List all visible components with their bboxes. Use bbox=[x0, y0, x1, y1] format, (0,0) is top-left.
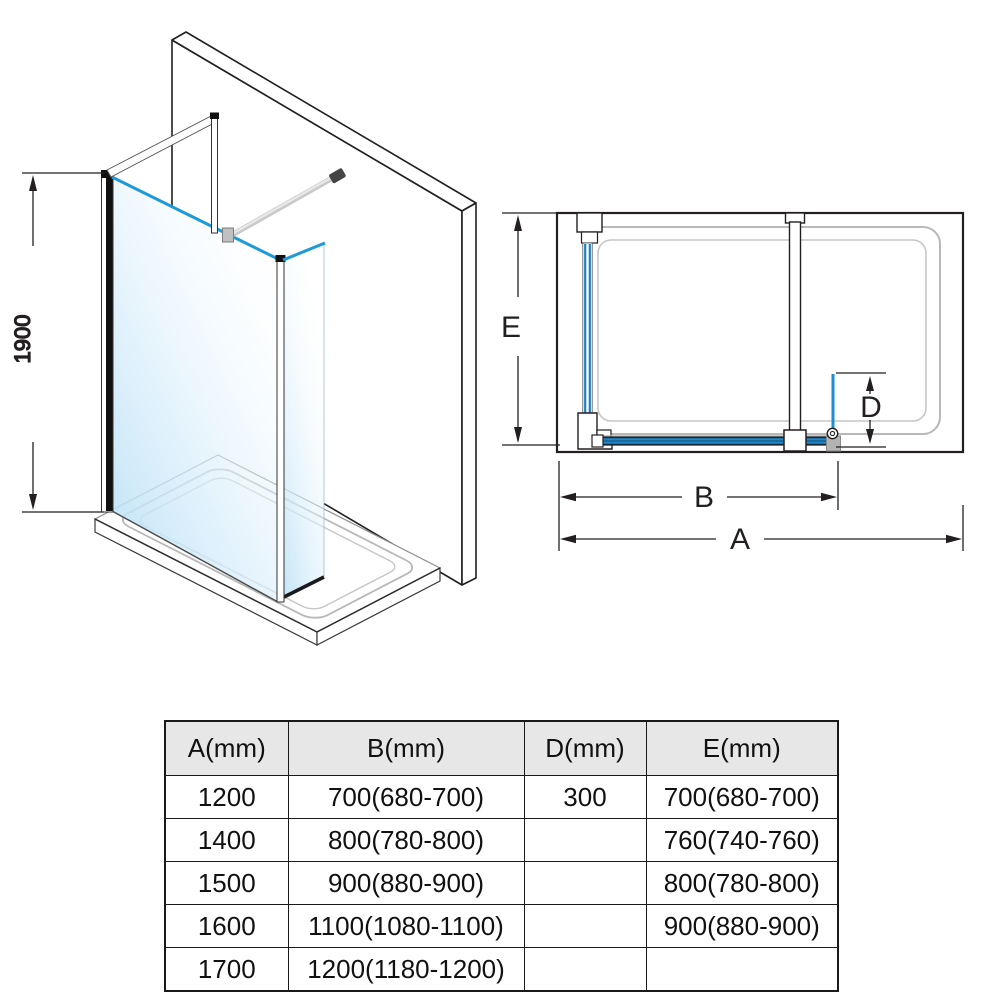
table-cell: 700(680-700) bbox=[646, 776, 838, 819]
table-cell: 1200(1180-1200) bbox=[288, 948, 524, 992]
plan-outer-wall bbox=[557, 213, 963, 452]
iso-view bbox=[10, 32, 476, 645]
table-row bbox=[165, 776, 838, 819]
table-cell: 700(680-700) bbox=[288, 776, 524, 819]
dim-d-label: D bbox=[860, 391, 882, 424]
table-cell: 1600 bbox=[165, 905, 288, 948]
table-cell: 300 bbox=[524, 776, 646, 819]
col-header-a: A(mm) bbox=[165, 721, 288, 776]
table-row bbox=[165, 819, 838, 862]
dim-b-label: B bbox=[693, 481, 715, 514]
table-row bbox=[165, 905, 838, 948]
table-cell bbox=[524, 819, 646, 862]
col-header-d: D(mm) bbox=[524, 721, 646, 776]
table-cell bbox=[524, 905, 646, 948]
table-cell: 900(880-900) bbox=[288, 862, 524, 905]
dimension-e bbox=[501, 213, 560, 445]
table-cell: 1200 bbox=[165, 776, 288, 819]
dim-e-label: E bbox=[500, 311, 522, 344]
col-header-e: E(mm) bbox=[646, 721, 838, 776]
table-cell bbox=[524, 948, 646, 992]
table-cell bbox=[524, 862, 646, 905]
dimension-a bbox=[560, 505, 963, 556]
table-cell: 1400 bbox=[165, 819, 288, 862]
height-dim-label: 1900 bbox=[10, 314, 35, 364]
dimension-table-wrap bbox=[164, 720, 839, 992]
table-cell: 1500 bbox=[165, 862, 288, 905]
dimension-b bbox=[559, 461, 838, 551]
table-cell: 900(880-900) bbox=[646, 905, 838, 948]
table-cell: 1100(1080-1100) bbox=[288, 905, 524, 948]
table-row bbox=[165, 948, 838, 992]
dimension-height-1900 bbox=[10, 173, 104, 512]
col-header-b: B(mm) bbox=[288, 721, 524, 776]
bar-connector bbox=[223, 228, 234, 242]
table-cell bbox=[646, 948, 838, 992]
table-cell: 800(780-800) bbox=[646, 862, 838, 905]
table-row bbox=[165, 862, 838, 905]
dimension-table bbox=[164, 720, 839, 992]
plan-view bbox=[501, 213, 963, 556]
table-cell: 760(740-760) bbox=[646, 819, 838, 862]
table-cell: 1700 bbox=[165, 948, 288, 992]
table-cell: 800(780-800) bbox=[288, 819, 524, 862]
return-glass-panel bbox=[276, 243, 326, 602]
table-header-row bbox=[165, 721, 838, 776]
dim-a-label: A bbox=[729, 523, 751, 556]
